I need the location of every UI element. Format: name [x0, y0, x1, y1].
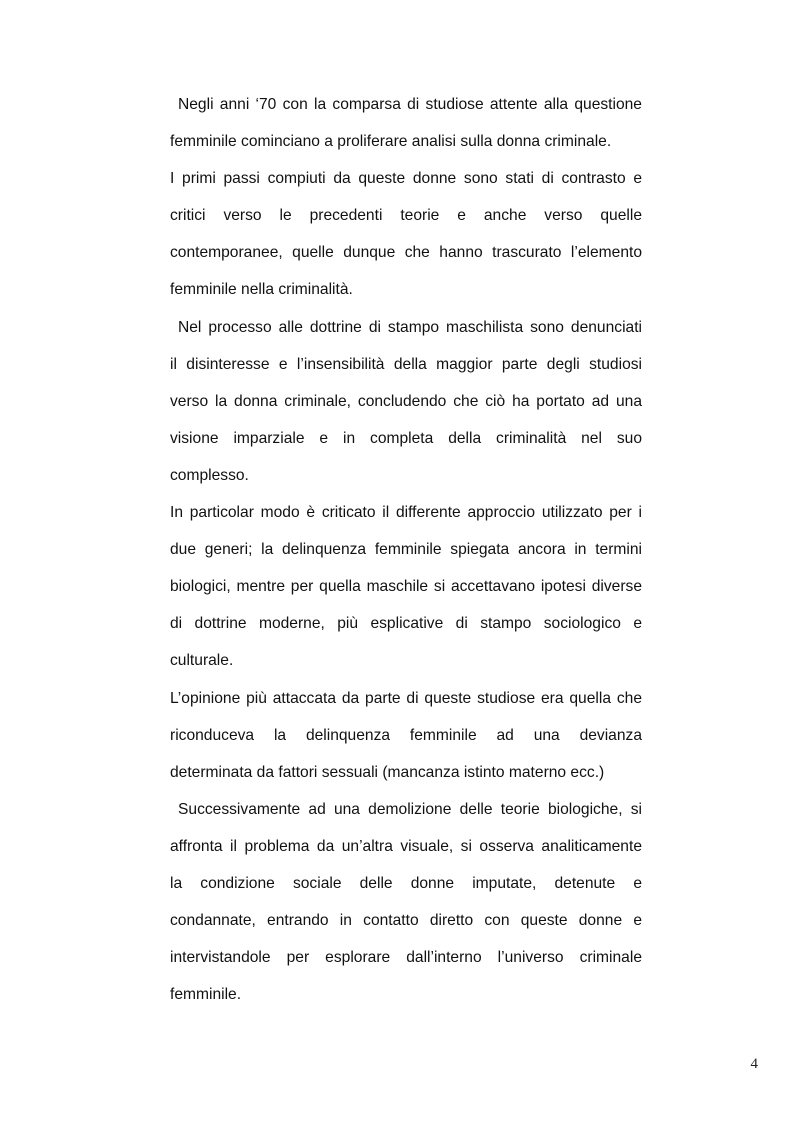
page-number: 4 — [750, 1056, 758, 1072]
text-line: biologici, mentre per quella maschile si accettavano ipotesi diverse — [170, 578, 642, 596]
text-line: L’opinione più attaccata da parte di queste studiose era quella che — [170, 689, 642, 707]
text-line: riconduceva la delinquenza femminile ad una devianza — [170, 726, 642, 744]
text-line: I primi passi compiuti da queste donne sono stati di contrasto e — [170, 170, 642, 188]
text-line: Nel processo alle dottrine di stampo maschilista sono denunciati — [178, 318, 642, 336]
text-line: affronta il problema da un’altra visuale, si osserva analiticamente — [170, 837, 642, 855]
text-line: la condizione sociale delle donne imputate, detenute e — [170, 874, 642, 892]
text-line: In particolar modo è criticato il differente approccio utilizzato per i — [170, 504, 642, 522]
text-line: Negli anni ‘70 con la comparsa di studiose attente alla questione — [178, 96, 642, 113]
body-text — [170, 86, 642, 1013]
text-line: intervistandole per esplorare dall’interno l’universo criminale — [170, 949, 642, 967]
text-line: complesso. — [170, 466, 249, 484]
text-line: verso la donna criminale, concludendo che ciò ha portato ad una — [170, 392, 642, 410]
text-line: contemporanee, quelle dunque che hanno trascurato l’elemento — [170, 244, 642, 262]
text-line: Successivamente ad una demolizione delle teorie biologiche, si — [178, 800, 642, 818]
text-line: femminile. — [170, 986, 242, 1004]
text-line: culturale. — [170, 652, 234, 670]
text-line: femminile nella criminalità. — [170, 281, 353, 299]
text-line: visione imparziale e in completa della criminalità nel suo — [170, 429, 642, 447]
text-line: femminile cominciano a proliferare analisi sulla donna criminale. — [170, 133, 612, 151]
text-line: il disinteresse e l’insensibilità della maggior parte degli studiosi — [170, 355, 642, 373]
text-line: due generi; la delinquenza femminile spiegata ancora in termini — [170, 541, 642, 559]
text-line: di dottrine moderne, più esplicative di stampo sociologico e — [170, 615, 642, 633]
text-line: determinata da fattori sessuali (mancanza istinto materno ecc.) — [170, 763, 605, 781]
text-line: critici verso le precedenti teorie e anche verso quelle — [170, 207, 642, 225]
text-line: condannate, entrando in contatto diretto con queste donne e — [170, 912, 642, 930]
